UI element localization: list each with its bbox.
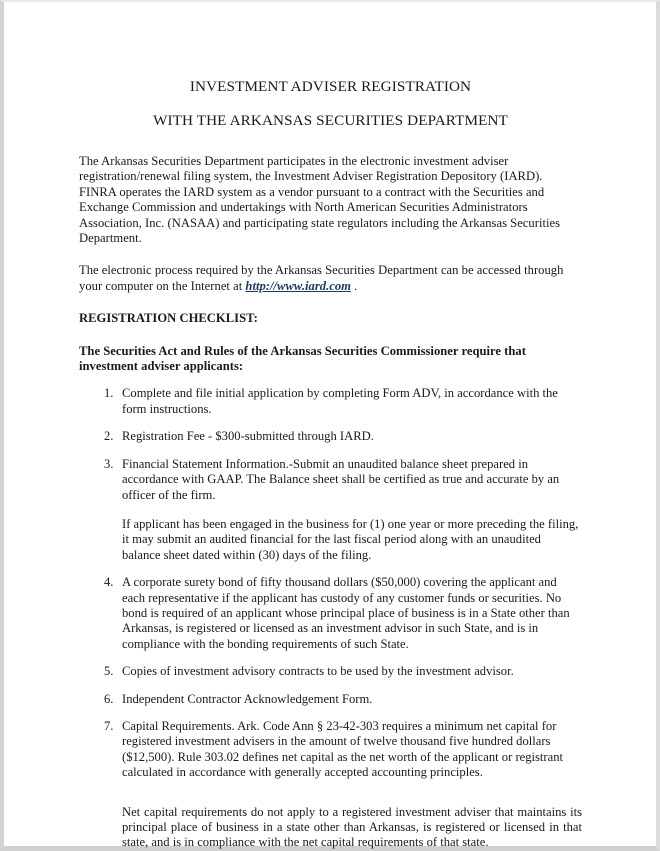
intro-paragraph: The Arkansas Securities Department participates in the electronic investment adviser registration/renewal filing system, the Investment Adviser Registration Depository (IARD). FINRA operates the IARD system as a vendor pursuant to a contract with the Securities and Exchange Commission and undertakings with North American Securities Administrators Association, Inc. (NASAA) and participating state regulators including the Arkansas Securities Department. xyxy=(79,154,561,246)
checklist-heading: REGISTRATION CHECKLIST: xyxy=(79,311,258,326)
access-paragraph xyxy=(79,263,582,294)
list-item-text: A corporate surety bond of fifty thousand dollars ($50,000) covering the applicant and each representative if the applicant has custody of any customer funds or securities. No bond is required of an applicant whose principal place of business is in a State other than Arkansas, is registered or licensed as an investment advisor in such State, and is in compliance with the bonding requirements of such State. xyxy=(122,575,570,651)
requirement-intro: The Securities Act and Rules of the Arkansas Securities Commissioner require that investment adviser applicants: xyxy=(79,343,526,374)
list-item-text: Capital Requirements. Ark. Code Ann § 23-42-303 requires a minimum net capital for registered investment advisers in the amount of twelve thousand five hundred dollars ($12,500). Rule 303.02 defines net capital as the net worth of the applicant or registrant calculated in accordance with generally accepted accounting principles. xyxy=(122,718,564,780)
iard-website-link[interactable]: http://www.iard.com xyxy=(245,278,351,293)
list-item-number: 5. xyxy=(104,664,114,679)
document-content xyxy=(79,2,582,851)
spacer xyxy=(79,130,582,154)
list-item xyxy=(79,429,582,444)
spacer xyxy=(79,327,582,344)
access-paragraph-prefix: The electronic process required by the Arkansas Securities Department can be accessed through your computer on the Internet at xyxy=(79,263,564,293)
list-item xyxy=(79,692,582,707)
list-item-number: 2. xyxy=(104,429,114,444)
list-item-number: 4. xyxy=(104,575,114,590)
list-item-number: 7. xyxy=(104,718,114,733)
list-item-number: 3. xyxy=(104,456,114,471)
list-item-text: Financial Statement Information.-Submit an unaudited balance sheet prepared in accordance with GAAP. The Balance sheet shall be certified as true and accurate by an officer of the firm. xyxy=(122,456,560,502)
document-title-line-1: INVESTMENT ADVISER REGISTRATION xyxy=(189,78,472,95)
access-paragraph-suffix: . xyxy=(351,278,358,293)
list-item-number: 1. xyxy=(104,386,114,401)
list-item-text: Independent Contractor Acknowledgement Form. xyxy=(122,691,373,706)
list-item xyxy=(79,575,582,652)
list-item-text: Complete and file initial application by completing Form ADV, in accordance with the form instructions. xyxy=(122,386,558,416)
document-page-sheet xyxy=(4,2,656,850)
spacer xyxy=(79,294,582,311)
spacer xyxy=(79,246,582,263)
list-item-number: 6. xyxy=(104,691,114,706)
list-item-text: Registration Fee - $300-submitted through IARD. xyxy=(122,429,374,444)
list-item-text: Copies of investment advisory contracts to be used by the investment advisor. xyxy=(122,664,514,679)
list-item xyxy=(79,719,582,781)
closing-paragraph: Net capital requirements do not apply to a registered investment adviser that maintains its principal place of business in a state other than Arkansas, is registered or licensed in that state, and is in compliance with the net capital requirements of that state. xyxy=(122,804,582,850)
list-item-text-continued: If applicant has been engaged in the business for (1) one year or more preceding the filing, it may submit an audited financial for the last fiscal period along with an unaudited balance sheet dated within (30) days of the filing. xyxy=(122,516,579,562)
document-title-line-2: WITH THE ARKANSAS SECURITIES DEPARTMENT xyxy=(153,112,508,129)
spacer xyxy=(79,374,582,386)
spacer xyxy=(79,793,582,805)
list-item xyxy=(79,386,582,417)
registration-checklist xyxy=(79,386,582,780)
list-item xyxy=(79,457,582,563)
list-item xyxy=(79,664,582,679)
